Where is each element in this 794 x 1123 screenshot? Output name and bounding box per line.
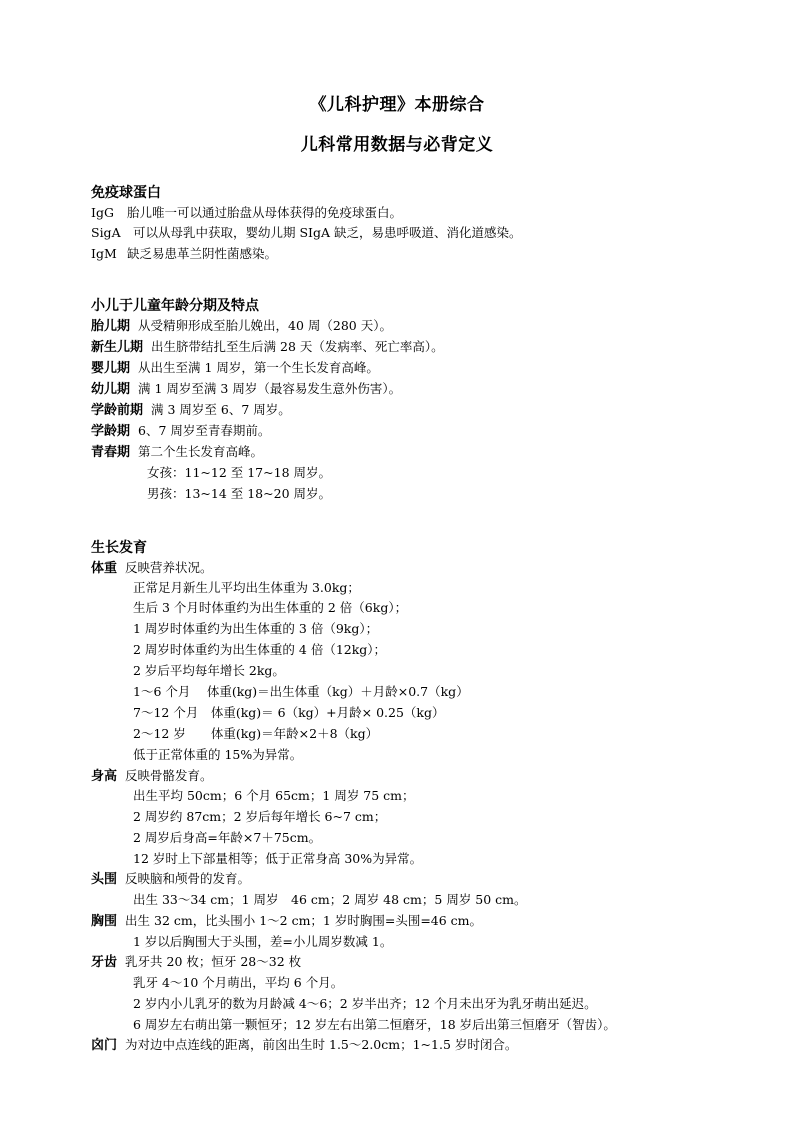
weight-detail-line: 低于正常体重的 15%为异常。 xyxy=(133,747,303,762)
definition-row xyxy=(91,444,263,461)
definition-text: 反映骨骼发育。 xyxy=(125,768,213,783)
height-detail-line: 出生平均 50cm；6 个月 65cm；1 周岁 75 cm； xyxy=(133,788,415,803)
definition-text: 满 3 周岁至 6、7 周岁。 xyxy=(151,402,291,417)
document-title: 《儿科护理》本册综合 xyxy=(309,95,485,115)
section-heading-age-periods: 小儿于儿童年龄分期及特点 xyxy=(91,298,259,314)
definition-row xyxy=(91,954,301,971)
definition-text: 反映脑和颅骨的发育。 xyxy=(125,871,251,886)
head-detail-line: 出生 33～34 cm；1 周岁 46 cm；2 周岁 48 cm；5 周岁 50 cm。 xyxy=(133,892,527,907)
teeth-detail-line: 6 周岁左右萌出第一颗恒牙；12 岁左右出第二恒磨牙，18 岁后出第三恒磨牙（智齿）。 xyxy=(133,1017,616,1032)
definition-row xyxy=(91,318,392,335)
definition-term: 身高 xyxy=(91,769,118,784)
definition-row xyxy=(91,246,277,262)
definition-row xyxy=(91,913,482,930)
height-detail-line: 2 周岁后身高=年龄×7＋75cm。 xyxy=(133,830,322,845)
definition-row xyxy=(91,402,291,419)
weight-formula-line: 7～12 个月 体重(kg)＝ 6（kg）+月龄× 0.25（kg） xyxy=(133,705,445,720)
definition-row xyxy=(91,225,521,241)
definition-row xyxy=(91,560,213,577)
teeth-detail-line: 乳牙 4～10 个月萌出，平均 6 个月。 xyxy=(133,975,344,990)
weight-detail-line: 生后 3 个月时体重约为出生体重的 2 倍（6kg）； xyxy=(133,600,408,615)
definition-text: 从受精卵形成至胎儿娩出，40 周（280 天）。 xyxy=(138,318,392,333)
document-subtitle: 儿科常用数据与必背定义 xyxy=(300,135,494,155)
definition-text: 为对边中点连线的距离，前囟出生时 1.5～2.0cm；1~1.5 岁时闭合。 xyxy=(125,1037,518,1052)
section-heading-immunoglobulin: 免疫球蛋白 xyxy=(91,185,161,201)
definition-text: 6、7 周岁至青春期前。 xyxy=(138,423,271,438)
definition-term: 学龄期 xyxy=(91,424,131,439)
definition-text: 第二个生长发育高峰。 xyxy=(138,444,264,459)
definition-text: 出生 32 cm，比头围小 1～2 cm；1 岁时胸围=头围=46 cm。 xyxy=(125,913,483,928)
weight-detail-line: 正常足月新生儿平均出生体重为 3.0kg； xyxy=(133,580,360,595)
definition-term: 胎儿期 xyxy=(91,319,131,334)
definition-term: 胸围 xyxy=(91,914,118,929)
definition-row xyxy=(91,360,379,377)
height-detail-line: 12 岁时上下部量相等；低于正常身高 30%为异常。 xyxy=(133,851,423,866)
definition-term: 幼儿期 xyxy=(91,382,131,397)
definition-row xyxy=(91,1037,517,1054)
definition-term: IgM xyxy=(91,246,117,261)
weight-detail-line: 2 岁后平均每年增长 2kg。 xyxy=(133,663,285,678)
definition-row xyxy=(91,871,250,888)
definition-text: 满 1 周岁至满 3 周岁（最容易发生意外伤害）。 xyxy=(138,381,402,396)
definition-text: 从出生至满 1 周岁，第一个生长发育高峰。 xyxy=(138,360,379,375)
definition-term: 学龄前期 xyxy=(91,403,144,418)
definition-row xyxy=(91,381,401,398)
teeth-detail-line: 2 岁内小儿乳牙的数为月龄减 4～6；2 岁半出齐；12 个月未出牙为乳牙萌出延迟。 xyxy=(133,996,597,1011)
definition-row xyxy=(91,339,444,356)
definition-text: 乳牙共 20 枚；恒牙 28～32 枚 xyxy=(125,954,302,969)
girls-puberty-range: 女孩：11~12 至 17~18 周岁。 xyxy=(147,465,331,480)
definition-term: 体重 xyxy=(91,561,118,576)
definition-text: 缺乏易患革兰阴性菌感染。 xyxy=(127,246,278,261)
definition-term: SigA xyxy=(91,225,121,240)
definition-row xyxy=(91,768,213,785)
definition-term: 婴儿期 xyxy=(91,361,131,376)
weight-formula-line: 2～12 岁 体重(kg)＝年龄×2＋8（kg） xyxy=(133,726,379,741)
section-heading-growth: 生长发育 xyxy=(91,540,147,556)
definition-term: 青春期 xyxy=(91,445,131,460)
weight-formula-line: 1～6 个月 体重(kg)＝出生体重（kg）＋月龄×0.7（kg） xyxy=(133,684,469,699)
definition-term: 牙齿 xyxy=(91,955,118,970)
weight-detail-line: 1 周岁时体重约为出生体重的 3 倍（9kg）； xyxy=(133,621,379,636)
definition-term: 头围 xyxy=(91,872,118,887)
chest-detail-line: 1 岁以后胸围大于头围，差=小儿周岁数减 1。 xyxy=(133,934,393,949)
definition-row xyxy=(91,205,402,221)
definition-term: 新生儿期 xyxy=(91,340,144,355)
definition-term: 囟门 xyxy=(91,1038,118,1053)
definition-text: 反映营养状况。 xyxy=(125,560,213,575)
definition-row xyxy=(91,423,270,440)
boys-puberty-range: 男孩：13~14 至 18~20 周岁。 xyxy=(147,486,331,501)
definition-text: 胎儿唯一可以通过胎盘从母体获得的免疫球蛋白。 xyxy=(127,205,403,220)
height-detail-line: 2 周岁约 87cm；2 岁后每年增长 6~7 cm； xyxy=(133,809,387,824)
definition-text: 出生脐带结扎至生后满 28 天（发病率、死亡率高）。 xyxy=(151,339,444,354)
definition-text: 可以从母乳中获取，婴幼儿期 SIgA 缺乏，易患呼吸道、消化道感染。 xyxy=(133,225,522,240)
definition-term: IgG xyxy=(91,205,114,220)
weight-detail-line: 2 周岁时体重约为出生体重的 4 倍（12kg）； xyxy=(133,642,387,657)
